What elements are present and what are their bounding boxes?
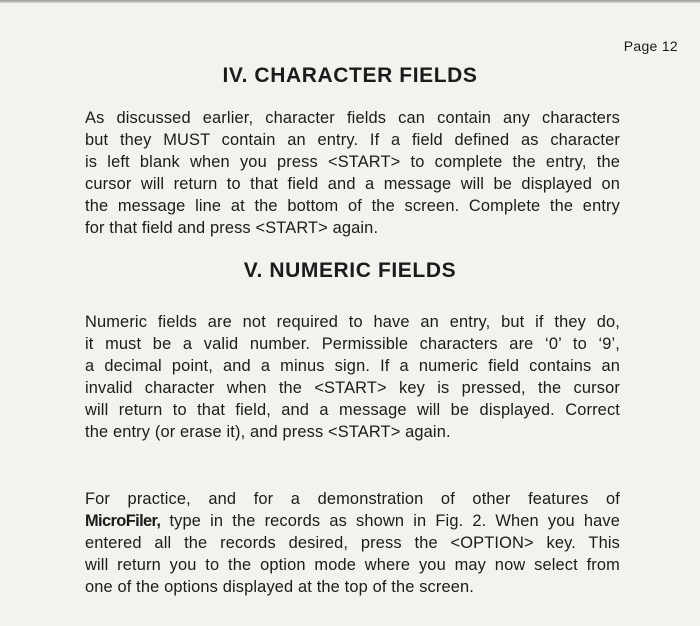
paragraph-line: cursor will return to that field and a message will be displayed on: [85, 175, 620, 193]
paragraph-practice: [85, 488, 620, 598]
paragraph-line: will return to that field, and a message will be displayed. Correct: [85, 401, 620, 419]
paragraph-line: invalid character when the <START> key is pressed, the cursor: [85, 379, 620, 397]
paragraph-line: Numeric fields are not required to have an entry, but if they do,: [85, 313, 620, 331]
top-edge-rule: [0, 0, 700, 3]
paragraph-numeric-fields: [85, 311, 620, 443]
paragraph-line: For practice, and for a demonstration of other features of: [85, 490, 620, 508]
brand-name-microfiler: MicroFiler,: [85, 512, 161, 530]
paragraph-line: for that field and press <START> again.: [85, 219, 379, 237]
section-heading-character-fields: IV. CHARACTER FIELDS: [222, 64, 478, 87]
paragraph-line: the entry (or erase it), and press <START> again.: [85, 423, 451, 441]
page-number: Page 12: [623, 38, 678, 54]
paragraph-line: but they MUST contain an entry. If a field defined as character: [85, 131, 620, 149]
section-heading-numeric-fields: V. NUMERIC FIELDS: [243, 259, 457, 282]
paragraph-line: the message line at the bottom of the screen. Complete the entry: [85, 197, 620, 215]
paragraph-line: a decimal point, and a minus sign. If a numeric field contains an: [85, 357, 620, 375]
paragraph-line: As discussed earlier, character fields can contain any characters: [85, 109, 620, 127]
paragraph-character-fields: [85, 107, 620, 239]
paragraph-line: entered all the records desired, press the <OPTION> key. This: [85, 534, 620, 552]
paragraph-line: it must be a valid number. Permissible characters are ‘0’ to ‘9’,: [85, 335, 620, 353]
paragraph-line: [85, 510, 620, 532]
paragraph-line-text: type in the records as shown in Fig. 2. When you have: [160, 512, 620, 530]
paragraph-line: will return you to the option mode where you may now select from: [85, 556, 620, 574]
paragraph-line: one of the options displayed at the top of the screen.: [85, 578, 474, 596]
paragraph-line: is left blank when you press <START> to complete the entry, the: [85, 153, 620, 171]
